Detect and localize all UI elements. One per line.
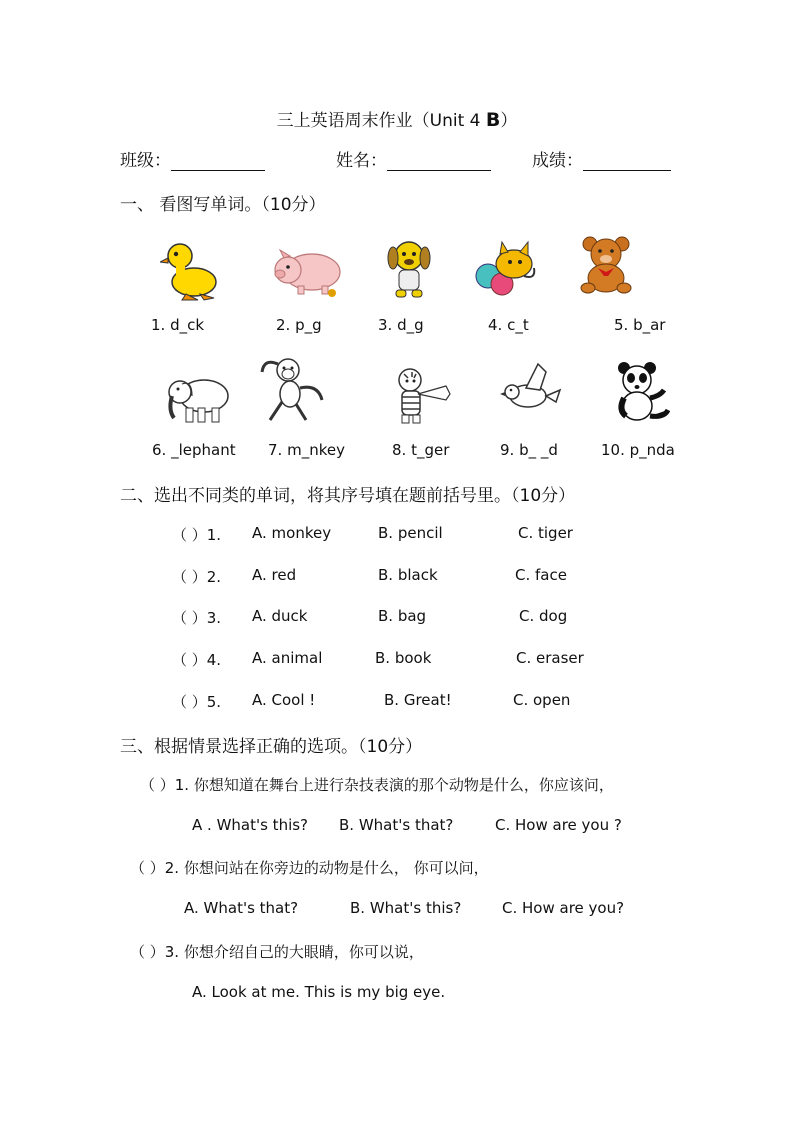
duck-icon (160, 236, 220, 302)
s3-q3-text: （ ）3. 你想介绍自己的大眼睛，你可以说， (130, 943, 424, 961)
item-3-label: 3. d_g (378, 316, 424, 334)
s2-q3-num: （ ）3. (172, 609, 222, 627)
s2-q1-num: （ ）1. (172, 526, 222, 544)
name-blank[interactable] (387, 152, 491, 171)
s3-q1-option-b: B. What's that? (339, 816, 454, 834)
cat-icon (474, 236, 538, 298)
monkey-icon (258, 354, 326, 426)
section3-heading: 三、根据情景选择正确的选项。（10分） (120, 737, 423, 757)
class-field (120, 146, 265, 171)
s2-q5-option-c: C. open (513, 691, 571, 709)
s2-q1-option-c: C. tiger (518, 524, 573, 542)
s2-q5-option-a: A. Cool ! (252, 691, 316, 709)
s2-q5-option-b: B. Great! (384, 691, 452, 709)
s2-q4-option-b: B. book (375, 649, 432, 667)
s3-q1-text: （ ）1. 你想知道在舞台上进行杂技表演的那个动物是什么，你应该问， (140, 776, 614, 794)
bear-icon (578, 234, 636, 294)
s3-q2-text: （ ）2. 你想问站在你旁边的动物是什么， 你可以问， (130, 859, 489, 877)
s3-q2-option-a: A. What's that? (184, 899, 299, 917)
s2-q4-option-a: A. animal (252, 649, 323, 667)
name-field (336, 146, 491, 171)
item-10-label: 10. p_nda (601, 441, 675, 459)
class-blank[interactable] (171, 152, 265, 171)
section1-heading: 一、 看图写单词。（10分） (120, 195, 326, 215)
s2-q3-option-b: B. bag (378, 607, 427, 625)
item-8-label: 8. t_ger (392, 441, 450, 459)
score-label: 成绩： (532, 151, 583, 171)
s2-q3-option-c: C. dog (519, 607, 568, 625)
s2-q3-option-a: A. duck (252, 607, 308, 625)
score-blank[interactable] (583, 152, 671, 171)
s2-q2-option-a: A. red (252, 566, 297, 584)
item-6-label: 6. _lephant (152, 441, 236, 459)
s2-q2-option-b: B. black (378, 566, 438, 584)
s2-q5-num: （ ）5. (172, 693, 222, 711)
s2-q2-option-c: C. face (515, 566, 567, 584)
s2-q4-option-c: C. eraser (516, 649, 584, 667)
score-field (532, 146, 671, 171)
s3-q2-option-b: B. What's this? (350, 899, 462, 917)
worksheet-title: 三上英语周末作业（Unit 4 B） (276, 109, 518, 131)
elephant-icon (166, 374, 232, 426)
dog-icon (384, 234, 434, 300)
section2-heading: 二、选出不同类的单词，将其序号填在题前括号里。（10分） (120, 486, 576, 506)
panda-icon (612, 360, 670, 426)
item-2-label: 2. p_g (276, 316, 322, 334)
bird-icon (500, 362, 562, 414)
item-5-label: 5. b_ar (614, 316, 666, 334)
item-1-label: 1. d_ck (151, 316, 205, 334)
item-7-label: 7. m_nkey (268, 441, 345, 459)
s3-q1-option-a: A . What's this? (192, 816, 309, 834)
s2-q2-num: （ ）2. (172, 568, 222, 586)
item-9-label: 9. b_ _d (500, 441, 558, 459)
class-label: 班级： (120, 151, 171, 171)
item-4-label: 4. c_t (488, 316, 529, 334)
s3-q1-option-c: C. How are you ? (495, 816, 622, 834)
pig-icon (270, 246, 346, 298)
s2-q1-option-a: A. monkey (252, 524, 332, 542)
s3-q2-option-c: C. How are you? (502, 899, 625, 917)
s2-q4-num: （ ）4. (172, 651, 222, 669)
name-label: 姓名： (336, 151, 387, 171)
s3-q3-option-a: A. Look at me. This is my big eye. (192, 983, 446, 1001)
tiger-icon (390, 364, 452, 426)
s2-q1-option-b: B. pencil (378, 524, 443, 542)
